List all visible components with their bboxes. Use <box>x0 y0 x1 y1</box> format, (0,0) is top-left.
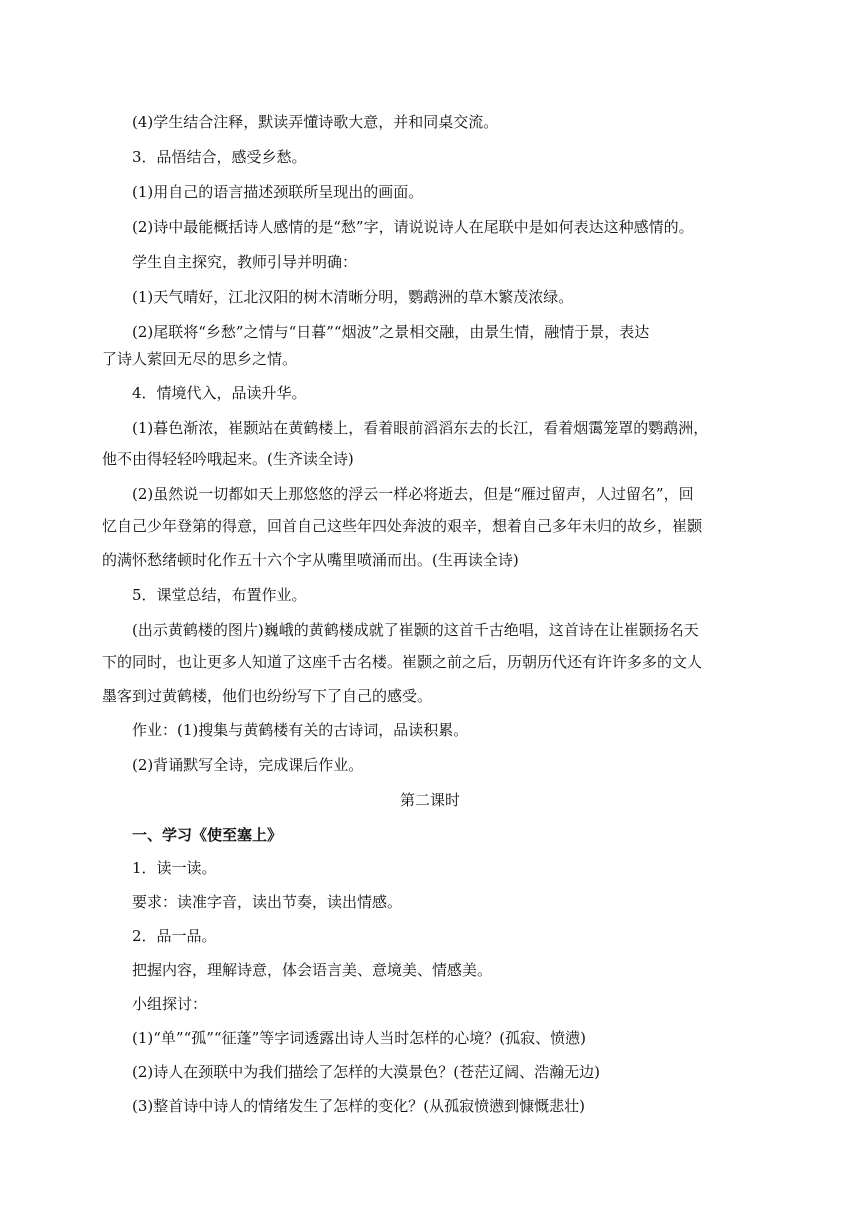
paragraph-line: (1)天气晴好，江北汉阳的树木清晰分明，鹦鹉洲的草木繁茂浓绿。 <box>132 288 574 306</box>
paragraph-line: (2)尾联将“乡愁”之情与“日暮”“烟波”之景相交融，由景生情，融情于景，表达 <box>132 323 650 341</box>
lesson-title: 第二课时 <box>399 791 460 809</box>
paragraph-line: 墨客到过黄鹤楼，他们也纷纷写下了自己的感受。 <box>102 687 433 705</box>
paragraph-line: (4)学生结合注释，默读弄懂诗歌大意，并和同桌交流。 <box>132 113 499 131</box>
paragraph-line: (1)用自己的语言描述颈联所呈现出的画面。 <box>132 183 424 201</box>
paragraph-line: (2)虽然说一切都如天上那悠悠的浮云一样必将逝去，但是“雁过留声，人过留名”，回 <box>132 485 694 503</box>
section-heading-bold: 一、学习《使至塞上》 <box>132 826 283 844</box>
paragraph-line: 忆自己少年登第的得意，回首自己这些年四处奔波的艰辛，想着自己多年未归的故乡，崔颢 <box>102 517 703 535</box>
paragraph-line: (2)诗人在颈联中为我们描绘了怎样的大漠景色？(苍茫辽阔、浩瀚无边) <box>132 1063 600 1081</box>
paragraph-line: 小组探讨： <box>132 995 208 1013</box>
paragraph-line: 下的同时，也让更多人知道了这座千古名楼。崔颢之前之后，历朝历代还有许许多多的文人 <box>102 653 703 671</box>
paragraph-line: (出示黄鹤楼的图片)巍峨的黄鹤楼成就了崔颢的这首千古绝唱，这首诗在让崔颢扬名天 <box>132 621 699 639</box>
paragraph-line: (1)暮色渐浓，崔颢站在黄鹤楼上，看着眼前滔滔东去的长江，看着烟霭笼罩的鹦鹉洲， <box>132 419 709 437</box>
section-heading: 2．品一品。 <box>132 927 217 945</box>
section-heading: 3．品悟结合，感受乡愁。 <box>132 148 307 166</box>
paragraph-line: 他不由得轻轻吟哦起来。(生齐读全诗) <box>102 450 354 468</box>
paragraph-line: 要求：读准字音，读出节奏，读出情感。 <box>132 893 403 911</box>
section-heading: 1．读一读。 <box>132 859 217 877</box>
paragraph-line: 学生自主探究，教师引导并明确： <box>132 253 358 271</box>
paragraph-line: (2)背诵默写全诗，完成课后作业。 <box>132 756 364 774</box>
paragraph-line: 作业：(1)搜集与黄鹤楼有关的古诗词，品读积累。 <box>132 721 469 739</box>
paragraph-line: (3)整首诗中诗人的情绪发生了怎样的变化？(从孤寂愤懑到慷慨悲壮) <box>132 1097 585 1115</box>
paragraph-line: (1)“单”“孤”“征蓬”等字词透露出诗人当时怎样的心境？(孤寂、愤懑) <box>132 1029 586 1047</box>
section-heading: 5．课堂总结，布置作业。 <box>132 586 307 604</box>
section-heading: 4．情境代入，品读升华。 <box>132 384 307 402</box>
paragraph-line: 的满怀愁绪顿时化作五十六个字从嘴里喷涌而出。(生再读全诗) <box>102 551 519 569</box>
paragraph-line: 把握内容，理解诗意，体会语言美、意境美、情感美。 <box>132 961 493 979</box>
paragraph-line: (2)诗中最能概括诗人感情的是“愁”字，请说说诗人在尾联中是如何表达这种感情的。 <box>132 218 694 236</box>
paragraph-line: 了诗人萦回无尽的思乡之情。 <box>102 350 298 368</box>
